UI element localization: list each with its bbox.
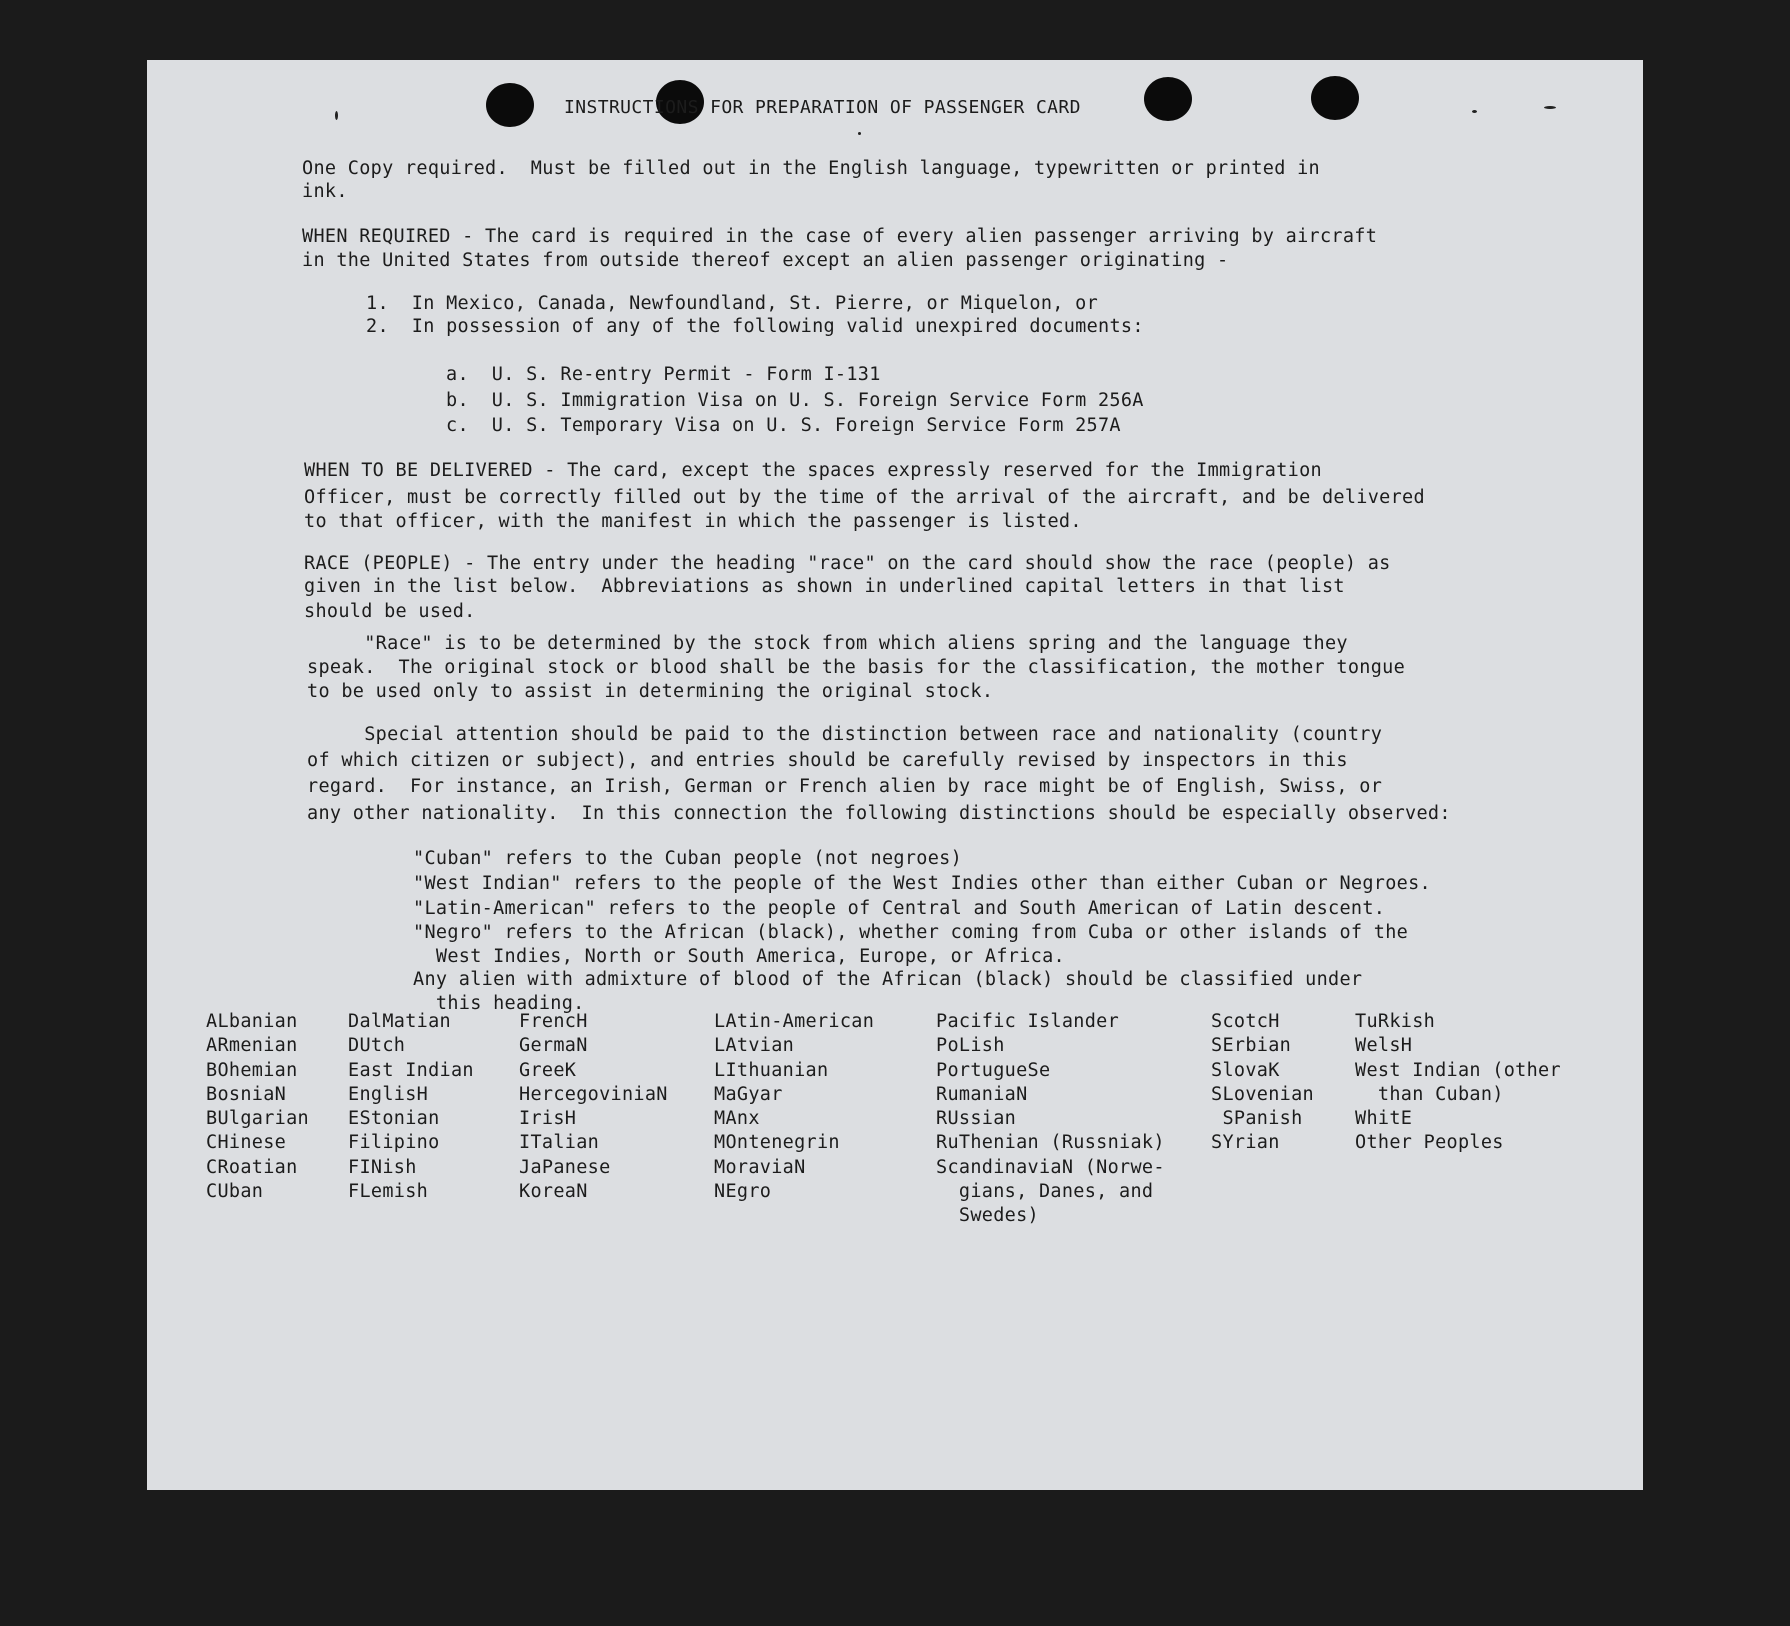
race-entry: gians, Danes, and xyxy=(936,1181,1154,1203)
race-entry: MaGyar xyxy=(714,1083,783,1105)
race-entry: GreeK xyxy=(519,1059,577,1081)
race-entry: RuThenian (Russniak) xyxy=(936,1132,1165,1154)
special-attention-line: regard. For instance, an Irish, German or French alien by race might be of English, Swiss, or xyxy=(307,776,1383,797)
race-entry: PoLish xyxy=(936,1035,1005,1057)
distinction-line: Any alien with admixture of blood of the African (black) should be classified under xyxy=(413,969,1363,990)
race-entry: LIthuanian xyxy=(714,1059,829,1081)
when-required-line: in the United States from outside thereof except an alien passenger originating - xyxy=(302,250,1229,271)
race-entry: NEgro xyxy=(714,1181,772,1203)
document-title: INSTRUCTIONS FOR PREPARATION OF PASSENGER CARD xyxy=(564,97,1081,118)
race-entry: ARmenian xyxy=(206,1035,298,1057)
race-entry: DUtch xyxy=(348,1035,406,1057)
race-entry: than Cuban) xyxy=(1355,1083,1504,1105)
race-list-column xyxy=(206,1010,309,1204)
race-entry: FINish xyxy=(348,1156,417,1178)
numbered-item: 1. In Mexico, Canada, Newfoundland, St. Pierre, or Miquelon, or xyxy=(366,293,1099,314)
race-entry: JaPanese xyxy=(519,1156,611,1178)
punch-hole xyxy=(1144,77,1192,121)
race-entry: WelsH xyxy=(1355,1035,1413,1057)
race-line: RACE (PEOPLE) - The entry under the heading "race" on the card should show the race (people) as xyxy=(304,553,1391,574)
race-entry: SLovenian xyxy=(1211,1083,1314,1105)
lettered-item: a. U. S. Re-entry Permit - Form I-131 xyxy=(446,364,881,385)
race-list-column xyxy=(1355,1010,1561,1156)
distinction-line: West Indies, North or South America, Europe, or Africa. xyxy=(413,946,1065,967)
race-determined-line: to be used only to assist in determining the original stock. xyxy=(307,681,994,702)
race-list-column xyxy=(519,1010,668,1204)
document-page xyxy=(147,60,1643,1490)
race-entry: SErbian xyxy=(1211,1035,1292,1057)
race-entry: PortugueSe xyxy=(936,1059,1051,1081)
intro-line: ink. xyxy=(302,181,348,202)
when-delivered-line: to that officer, with the manifest in which the passenger is listed. xyxy=(304,511,1082,532)
distinction-line: "West Indian" refers to the people of the West Indies other than either Cuban or Negroes. xyxy=(413,873,1431,894)
race-line: given in the list below. Abbreviations as shown in underlined capital letters in that list xyxy=(304,576,1345,597)
race-entry: EStonian xyxy=(348,1108,440,1130)
punch-hole xyxy=(486,83,534,127)
race-entry: CUban xyxy=(206,1181,264,1203)
race-entry: FLemish xyxy=(348,1181,429,1203)
race-entry: MOntenegrin xyxy=(714,1132,840,1154)
race-determined-line: "Race" is to be determined by the stock from which aliens spring and the language they xyxy=(307,633,1348,654)
race-list-column xyxy=(1211,1010,1314,1156)
race-list-column xyxy=(936,1010,1165,1229)
when-delivered-line: WHEN TO BE DELIVERED - The card, except the spaces expressly reserved for the Immigration xyxy=(304,460,1322,481)
distinction-line: "Negro" refers to the African (black), whether coming from Cuba or other islands of the xyxy=(413,922,1409,943)
punch-hole xyxy=(1311,76,1359,120)
race-entry: WhitE xyxy=(1355,1108,1413,1130)
special-attention-line: of which citizen or subject), and entries should be carefully revised by inspectors in this xyxy=(307,750,1348,771)
race-entry: SYrian xyxy=(1211,1132,1280,1154)
when-delivered-line: Officer, must be correctly filled out by the time of the arrival of the aircraft, and be delivered xyxy=(304,487,1425,508)
lettered-item: b. U. S. Immigration Visa on U. S. Foreign Service Form 256A xyxy=(446,390,1144,411)
race-entry: Filipino xyxy=(348,1132,440,1154)
race-entry: ScotcH xyxy=(1211,1011,1280,1032)
race-list-column xyxy=(714,1010,874,1204)
distinction-line: "Cuban" refers to the Cuban people (not negroes) xyxy=(413,848,963,869)
race-entry: ALbanian xyxy=(206,1011,298,1032)
race-entry: RUssian xyxy=(936,1108,1017,1130)
race-entry: Pacific Islander xyxy=(936,1011,1120,1032)
race-entry: HercegoviniaN xyxy=(519,1083,668,1105)
race-line: should be used. xyxy=(304,601,476,622)
race-entry: SlovaK xyxy=(1211,1059,1280,1081)
race-entry: ITalian xyxy=(519,1132,600,1154)
distinction-line: "Latin-American" refers to the people of Central and South American of Latin descent. xyxy=(413,898,1386,919)
when-required-line: WHEN REQUIRED - The card is required in the case of every alien passenger arriving by aircraft xyxy=(302,226,1378,247)
race-entry: Swedes) xyxy=(936,1205,1039,1227)
race-entry: MoraviaN xyxy=(714,1156,806,1178)
race-entry: FrencH xyxy=(519,1011,588,1032)
race-determined-line: speak. The original stock or blood shall be the basis for the classification, the mother tongue xyxy=(307,657,1406,678)
race-entry: LAtvian xyxy=(714,1035,795,1057)
numbered-item: 2. In possession of any of the following valid unexpired documents: xyxy=(366,316,1144,337)
race-entry: IrisH xyxy=(519,1108,577,1130)
race-entry: East Indian xyxy=(348,1059,474,1081)
race-entry: EnglisH xyxy=(348,1083,429,1105)
race-list-column xyxy=(348,1010,474,1204)
race-entry: KoreaN xyxy=(519,1181,588,1203)
race-entry: West Indian (other xyxy=(1355,1059,1561,1081)
race-entry: CHinese xyxy=(206,1132,287,1154)
race-entry: BUlgarian xyxy=(206,1108,309,1130)
race-entry: Other Peoples xyxy=(1355,1132,1504,1154)
special-attention-line: Special attention should be paid to the distinction between race and nationality (country xyxy=(307,724,1383,745)
intro-line: One Copy required. Must be filled out in the English language, typewritten or printed in xyxy=(302,158,1320,179)
special-attention-line: any other nationality. In this connection the following distinctions should be especially observed: xyxy=(307,803,1451,824)
race-entry: ScandinaviaN (Norwe- xyxy=(936,1156,1165,1178)
race-entry: RumaniaN xyxy=(936,1083,1028,1105)
race-entry: TuRkish xyxy=(1355,1011,1436,1032)
race-entry: CRoatian xyxy=(206,1156,298,1178)
race-entry: LAtin-American xyxy=(714,1011,875,1032)
race-entry: GermaN xyxy=(519,1035,588,1057)
race-entry: BOhemian xyxy=(206,1059,298,1081)
lettered-item: c. U. S. Temporary Visa on U. S. Foreign Service Form 257A xyxy=(446,415,1121,436)
race-entry: BosniaN xyxy=(206,1083,287,1105)
distinction-line: this heading. xyxy=(413,993,585,1014)
race-entry: MAnx xyxy=(714,1108,760,1130)
race-entry: DalMatian xyxy=(348,1011,451,1032)
race-entry: SPanish xyxy=(1211,1108,1303,1130)
